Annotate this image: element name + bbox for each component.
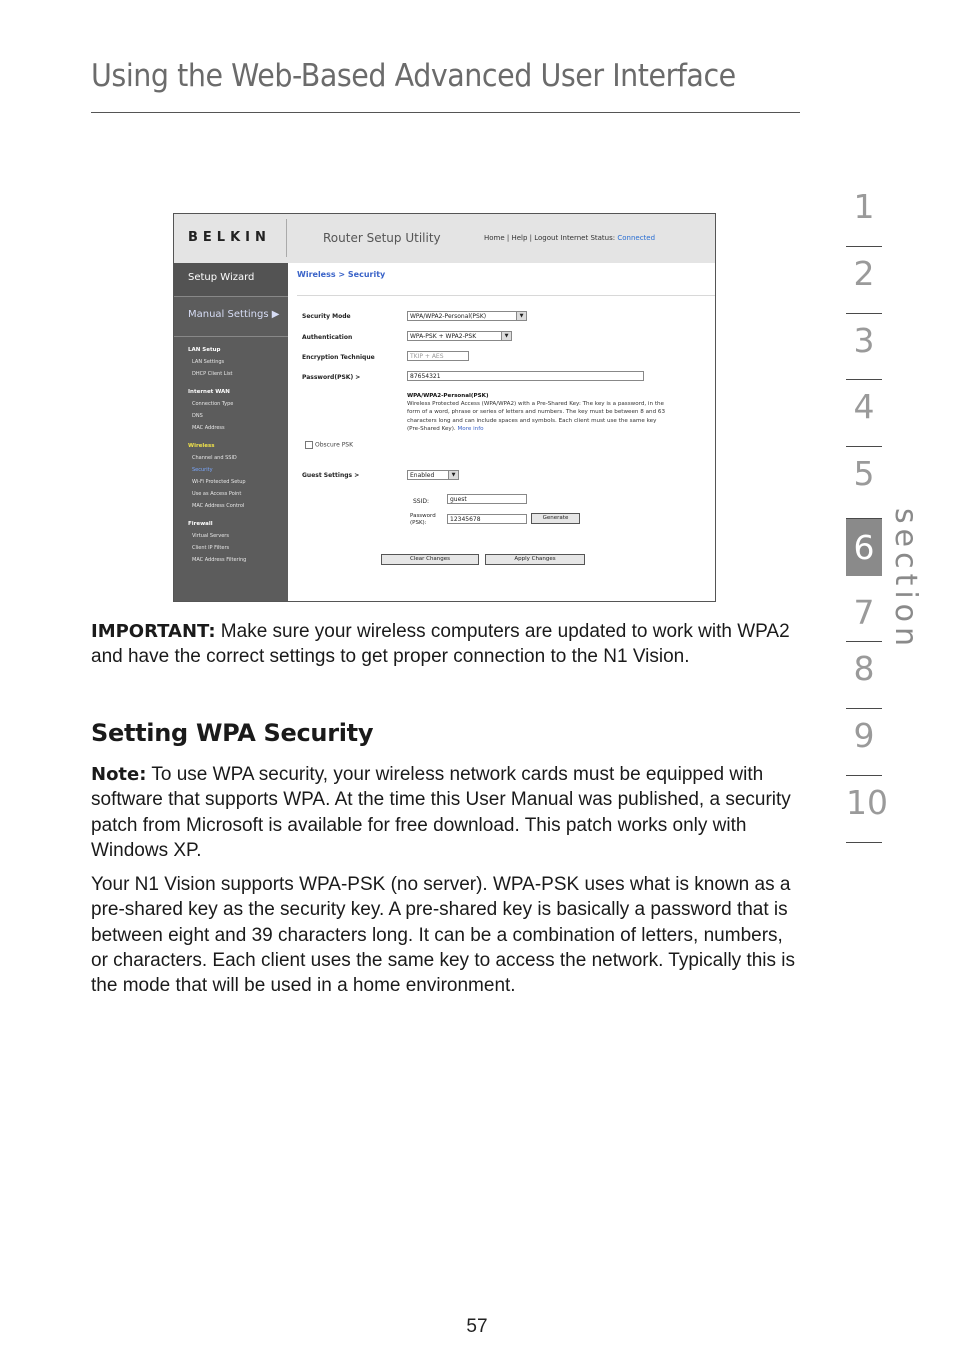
security-mode-value: WPA/WPA2-Personal(PSK) bbox=[410, 313, 487, 320]
apply-changes-button[interactable]: Apply Changes bbox=[485, 554, 585, 565]
authentication-value: WPA-PSK + WPA2-PSK bbox=[410, 333, 477, 340]
password-input[interactable]: 87654321 bbox=[407, 371, 644, 381]
security-description bbox=[407, 392, 667, 433]
sidebar-item-security[interactable]: Security bbox=[192, 467, 213, 473]
section-nav bbox=[846, 180, 888, 843]
sidebar-item-mac-address-control[interactable]: MAC Address Control bbox=[192, 503, 245, 509]
important-paragraph bbox=[91, 619, 801, 670]
note-text: To use WPA security, your wireless network cards must be equipped with software that supports WPA. At the time this User Manual was published, a security patch from Microsoft is available for free download. This patch works only with Windows XP. bbox=[91, 764, 791, 861]
top-links-text[interactable]: Home | Help | Logout Internet Status: bbox=[484, 234, 616, 242]
sidebar-group-firewall: Firewall bbox=[188, 521, 213, 527]
guest-settings-value: Enabled bbox=[410, 472, 435, 479]
obscure-psk-checkbox[interactable] bbox=[305, 441, 353, 449]
sidebar-item-wifi-protected-setup[interactable]: Wi-Fi Protected Setup bbox=[192, 479, 246, 485]
guest-password-input[interactable]: 12345678 bbox=[447, 514, 527, 524]
description-body: Wireless Protected Access (WPA/WPA2) with a Pre-Shared Key: The key is a password, in the form of a word, phrase or series of letters and numbers. The key must be between 8 and 63 characters long and can include spaces and symbols. Each client must use the same key (Pre-Shared Key). bbox=[407, 401, 666, 432]
router-screenshot bbox=[173, 213, 716, 602]
security-mode-label: Security Mode bbox=[302, 313, 351, 320]
manual-settings-link[interactable] bbox=[174, 297, 288, 337]
more-info-link[interactable]: More info bbox=[457, 425, 484, 432]
sidebar-group-lan: LAN Setup bbox=[188, 347, 221, 353]
body-paragraph: Your N1 Vision supports WPA-PSK (no server). WPA-PSK uses what is known as a pre-shared key as the security key. A pre-shared key is basically a password that is between eight and 39 characters long. It can be a combination of letters, numbers, or characters. Each client uses the same key to access the network. Typically this is the mode that will be used in a home environment. bbox=[91, 874, 796, 997]
encryption-field: TKIP + AES bbox=[407, 351, 469, 361]
section-10[interactable]: 10 bbox=[846, 776, 882, 843]
utility-title: Router Setup Utility bbox=[323, 231, 441, 245]
password-label: Password(PSK) > bbox=[302, 374, 361, 381]
section-7[interactable]: 7 bbox=[846, 586, 882, 642]
section-3[interactable]: 3 bbox=[846, 314, 882, 381]
section-label: section bbox=[888, 508, 923, 652]
sidebar-item-lan-settings[interactable]: LAN Settings bbox=[192, 359, 225, 365]
sidebar-item-mac-address-filtering[interactable]: MAC Address Filtering bbox=[192, 557, 247, 563]
ssid-label: SSID: bbox=[413, 498, 430, 505]
section-6-active[interactable]: 6 bbox=[846, 519, 882, 576]
router-sidebar bbox=[174, 263, 288, 602]
router-main bbox=[288, 263, 715, 602]
section-2[interactable]: 2 bbox=[846, 247, 882, 314]
sidebar-item-dhcp-client-list[interactable]: DHCP Client List bbox=[192, 371, 233, 377]
note-lead: Note: bbox=[91, 764, 147, 785]
obscure-psk-label: Obscure PSK bbox=[315, 441, 354, 449]
page-header bbox=[91, 58, 800, 113]
authentication-label: Authentication bbox=[302, 334, 353, 341]
sidebar-item-use-as-access-point[interactable]: Use as Access Point bbox=[192, 491, 242, 497]
sidebar-item-connection-type[interactable]: Connection Type bbox=[192, 401, 234, 407]
internet-status: Connected bbox=[617, 234, 656, 242]
guest-password-label: Password (PSK): bbox=[410, 513, 436, 526]
section-1[interactable]: 1 bbox=[846, 180, 882, 247]
header-divider bbox=[286, 219, 287, 257]
divider bbox=[297, 295, 716, 296]
important-text: Make sure your wireless computers are updated to work with WPA2 and have the correct settings to get proper connection to the N1 Vision. bbox=[91, 621, 790, 668]
page-title: Using the Web-Based Advanced User Interface bbox=[91, 58, 736, 94]
sidebar-item-mac-address[interactable]: MAC Address bbox=[192, 425, 225, 431]
section-9[interactable]: 9 bbox=[846, 709, 882, 776]
sidebar-item-virtual-servers[interactable]: Virtual Servers bbox=[192, 533, 229, 539]
description-title: WPA/WPA2-Personal(PSK) bbox=[407, 393, 489, 399]
chevron-down-icon: ▼ bbox=[448, 471, 458, 479]
sidebar-item-dns[interactable]: DNS bbox=[192, 413, 203, 419]
breadcrumb: Wireless > Security bbox=[297, 270, 386, 279]
encryption-label: Encryption Technique bbox=[302, 354, 375, 361]
section-heading: Setting WPA Security bbox=[91, 719, 374, 747]
section-8[interactable]: 8 bbox=[846, 642, 882, 709]
sidebar-item-client-ip-filters[interactable]: Client IP Filters bbox=[192, 545, 230, 551]
sidebar-item-channel-ssid[interactable]: Channel and SSID bbox=[192, 455, 237, 461]
sidebar-group-wireless: Wireless bbox=[188, 443, 215, 449]
note-paragraph bbox=[91, 762, 801, 863]
belkin-logo: BELKIN bbox=[188, 230, 271, 245]
setup-wizard-link[interactable]: Setup Wizard bbox=[174, 263, 288, 297]
important-lead: IMPORTANT: bbox=[91, 621, 216, 642]
chevron-down-icon: ▼ bbox=[501, 332, 511, 340]
guest-settings-label: Guest Settings > bbox=[302, 472, 360, 479]
top-links[interactable] bbox=[484, 234, 655, 242]
section-5[interactable]: 5 bbox=[846, 447, 882, 519]
page-number: 57 bbox=[466, 1316, 488, 1337]
clear-changes-button[interactable]: Clear Changes bbox=[381, 554, 479, 565]
security-mode-select[interactable] bbox=[407, 311, 527, 321]
sidebar-group-internet-wan: Internet WAN bbox=[188, 389, 230, 395]
ssid-input[interactable]: guest bbox=[447, 494, 527, 504]
triangle-right-icon: ▶ bbox=[271, 309, 280, 320]
generate-button[interactable]: Generate bbox=[531, 513, 580, 524]
chevron-down-icon: ▼ bbox=[516, 312, 526, 320]
section-4[interactable]: 4 bbox=[846, 380, 882, 447]
router-header bbox=[174, 214, 715, 263]
authentication-select[interactable] bbox=[407, 331, 512, 341]
checkbox-box[interactable] bbox=[305, 441, 313, 449]
manual-settings-label: Manual Settings bbox=[188, 309, 269, 320]
guest-settings-select[interactable] bbox=[407, 470, 459, 480]
